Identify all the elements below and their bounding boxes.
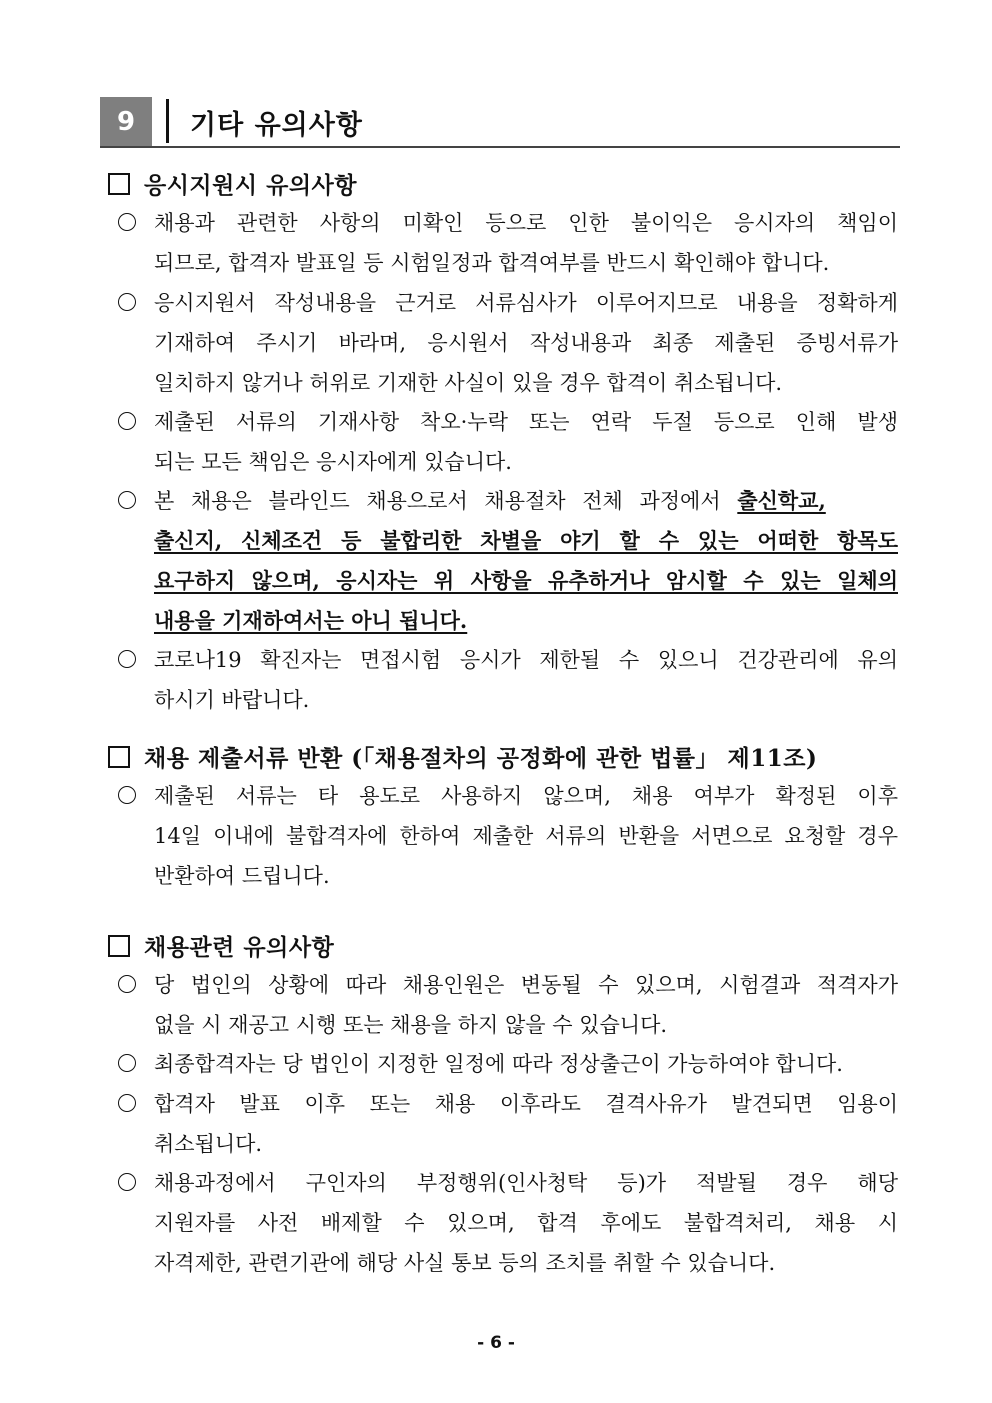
item-line: 코로나19 확진자는 면접시험 응시가 제한될 수 있으니 건강관리에 유의 xyxy=(154,648,898,672)
checkbox-square-icon xyxy=(108,173,130,195)
item-line: 되므로, 합격자 발표일 등 시험일정과 합격여부를 반드시 확인해야 합니다. xyxy=(154,251,830,275)
block-heading-hiring-notes: 채용관련 유의사항 xyxy=(108,929,334,962)
section-underline xyxy=(100,146,900,148)
item-line: 반환하여 드립니다. xyxy=(154,864,330,888)
checkbox-square-icon xyxy=(108,935,130,957)
circle-bullet-icon xyxy=(118,786,136,804)
circle-bullet-icon xyxy=(118,412,136,430)
item-line: 당 법인의 상황에 따라 채용인원은 변동될 수 있으며, 시험결과 적격자가 xyxy=(154,973,898,997)
circle-bullet-icon xyxy=(118,491,136,509)
circle-bullet-icon xyxy=(118,1094,136,1112)
item-line: 없을 시 재공고 시행 또는 채용을 하지 않을 수 있습니다. xyxy=(154,1013,668,1037)
item-line: 제출된 서류의 기재사항 착오·누락 또는 연락 두절 등으로 인해 발생 xyxy=(154,410,898,434)
emphasized-text: 출신학교, xyxy=(737,488,826,513)
emphasized-line: 내용을 기재하여서는 아니 됩니다. xyxy=(154,608,468,633)
item-line: 응시지원서 작성내용을 근거로 서류심사가 이루어지므로 내용을 정확하게 xyxy=(154,291,898,315)
circle-bullet-icon xyxy=(118,975,136,993)
checkbox-square-icon xyxy=(108,746,130,768)
item-line: 최종합격자는 당 법인이 지정한 일정에 따라 정상출근이 가능하여야 합니다. xyxy=(154,1052,843,1076)
item-line: 되는 모든 책임은 응시자에게 있습니다. xyxy=(154,450,512,474)
item-line: 취소됩니다. xyxy=(154,1132,263,1156)
circle-bullet-icon xyxy=(118,213,136,231)
item-line: 기재하여 주시기 바라며, 응시원서 작성내용과 최종 제출된 증빙서류가 xyxy=(154,331,898,355)
item-line: 본 채용은 블라인드 채용으로서 채용절차 전체 과정에서 출신학교, xyxy=(154,488,826,513)
circle-bullet-icon xyxy=(118,1054,136,1072)
item-line: 채용과정에서 구인자의 부정행위(인사청탁 등)가 적발될 경우 해당 xyxy=(154,1171,898,1195)
section-number: 9 xyxy=(100,97,152,147)
circle-bullet-icon xyxy=(118,650,136,668)
item-line: 채용과 관련한 사항의 미확인 등으로 인한 불이익은 응시자의 책임이 xyxy=(154,211,898,235)
block-heading-document-return: 채용 제출서류 반환 (「채용절차의 공정화에 관한 법률」 제11조) xyxy=(108,740,817,773)
item-line: 지원자를 사전 배제할 수 있으며, 합격 후에도 불합격처리, 채용 시 xyxy=(154,1211,898,1235)
section-header xyxy=(100,97,900,149)
item-line: 합격자 발표 이후 또는 채용 이후라도 결격사유가 발견되면 임용이 xyxy=(154,1092,898,1116)
circle-bullet-icon xyxy=(118,1173,136,1191)
item-line: 제출된 서류는 타 용도로 사용하지 않으며, 채용 여부가 확정된 이후 xyxy=(154,784,898,808)
emphasized-line: 요구하지 않으며, 응시자는 위 사항을 유추하거나 암시할 수 있는 일체의 xyxy=(154,568,898,593)
circle-bullet-icon xyxy=(118,293,136,311)
item-line: 일치하지 않거나 허위로 기재한 사실이 있을 경우 합격이 취소됩니다. xyxy=(154,371,783,395)
block-heading-application-notes: 응시지원시 유의사항 xyxy=(108,167,357,200)
emphasized-line: 출신지, 신체조건 등 불합리한 차별을 야기 할 수 있는 어떠한 항목도 xyxy=(154,528,898,553)
page-number: - 6 - xyxy=(477,1333,515,1353)
item-line: 14일 이내에 불합격자에 한하여 제출한 서류의 반환을 서면으로 요청할 경우 xyxy=(154,824,898,848)
item-line: 자격제한, 관련기관에 해당 사실 통보 등의 조치를 취할 수 있습니다. xyxy=(154,1251,776,1275)
item-line: 하시기 바랍니다. xyxy=(154,688,310,712)
section-title: 기타 유의사항 xyxy=(190,110,363,141)
section-divider-bar xyxy=(166,99,169,143)
